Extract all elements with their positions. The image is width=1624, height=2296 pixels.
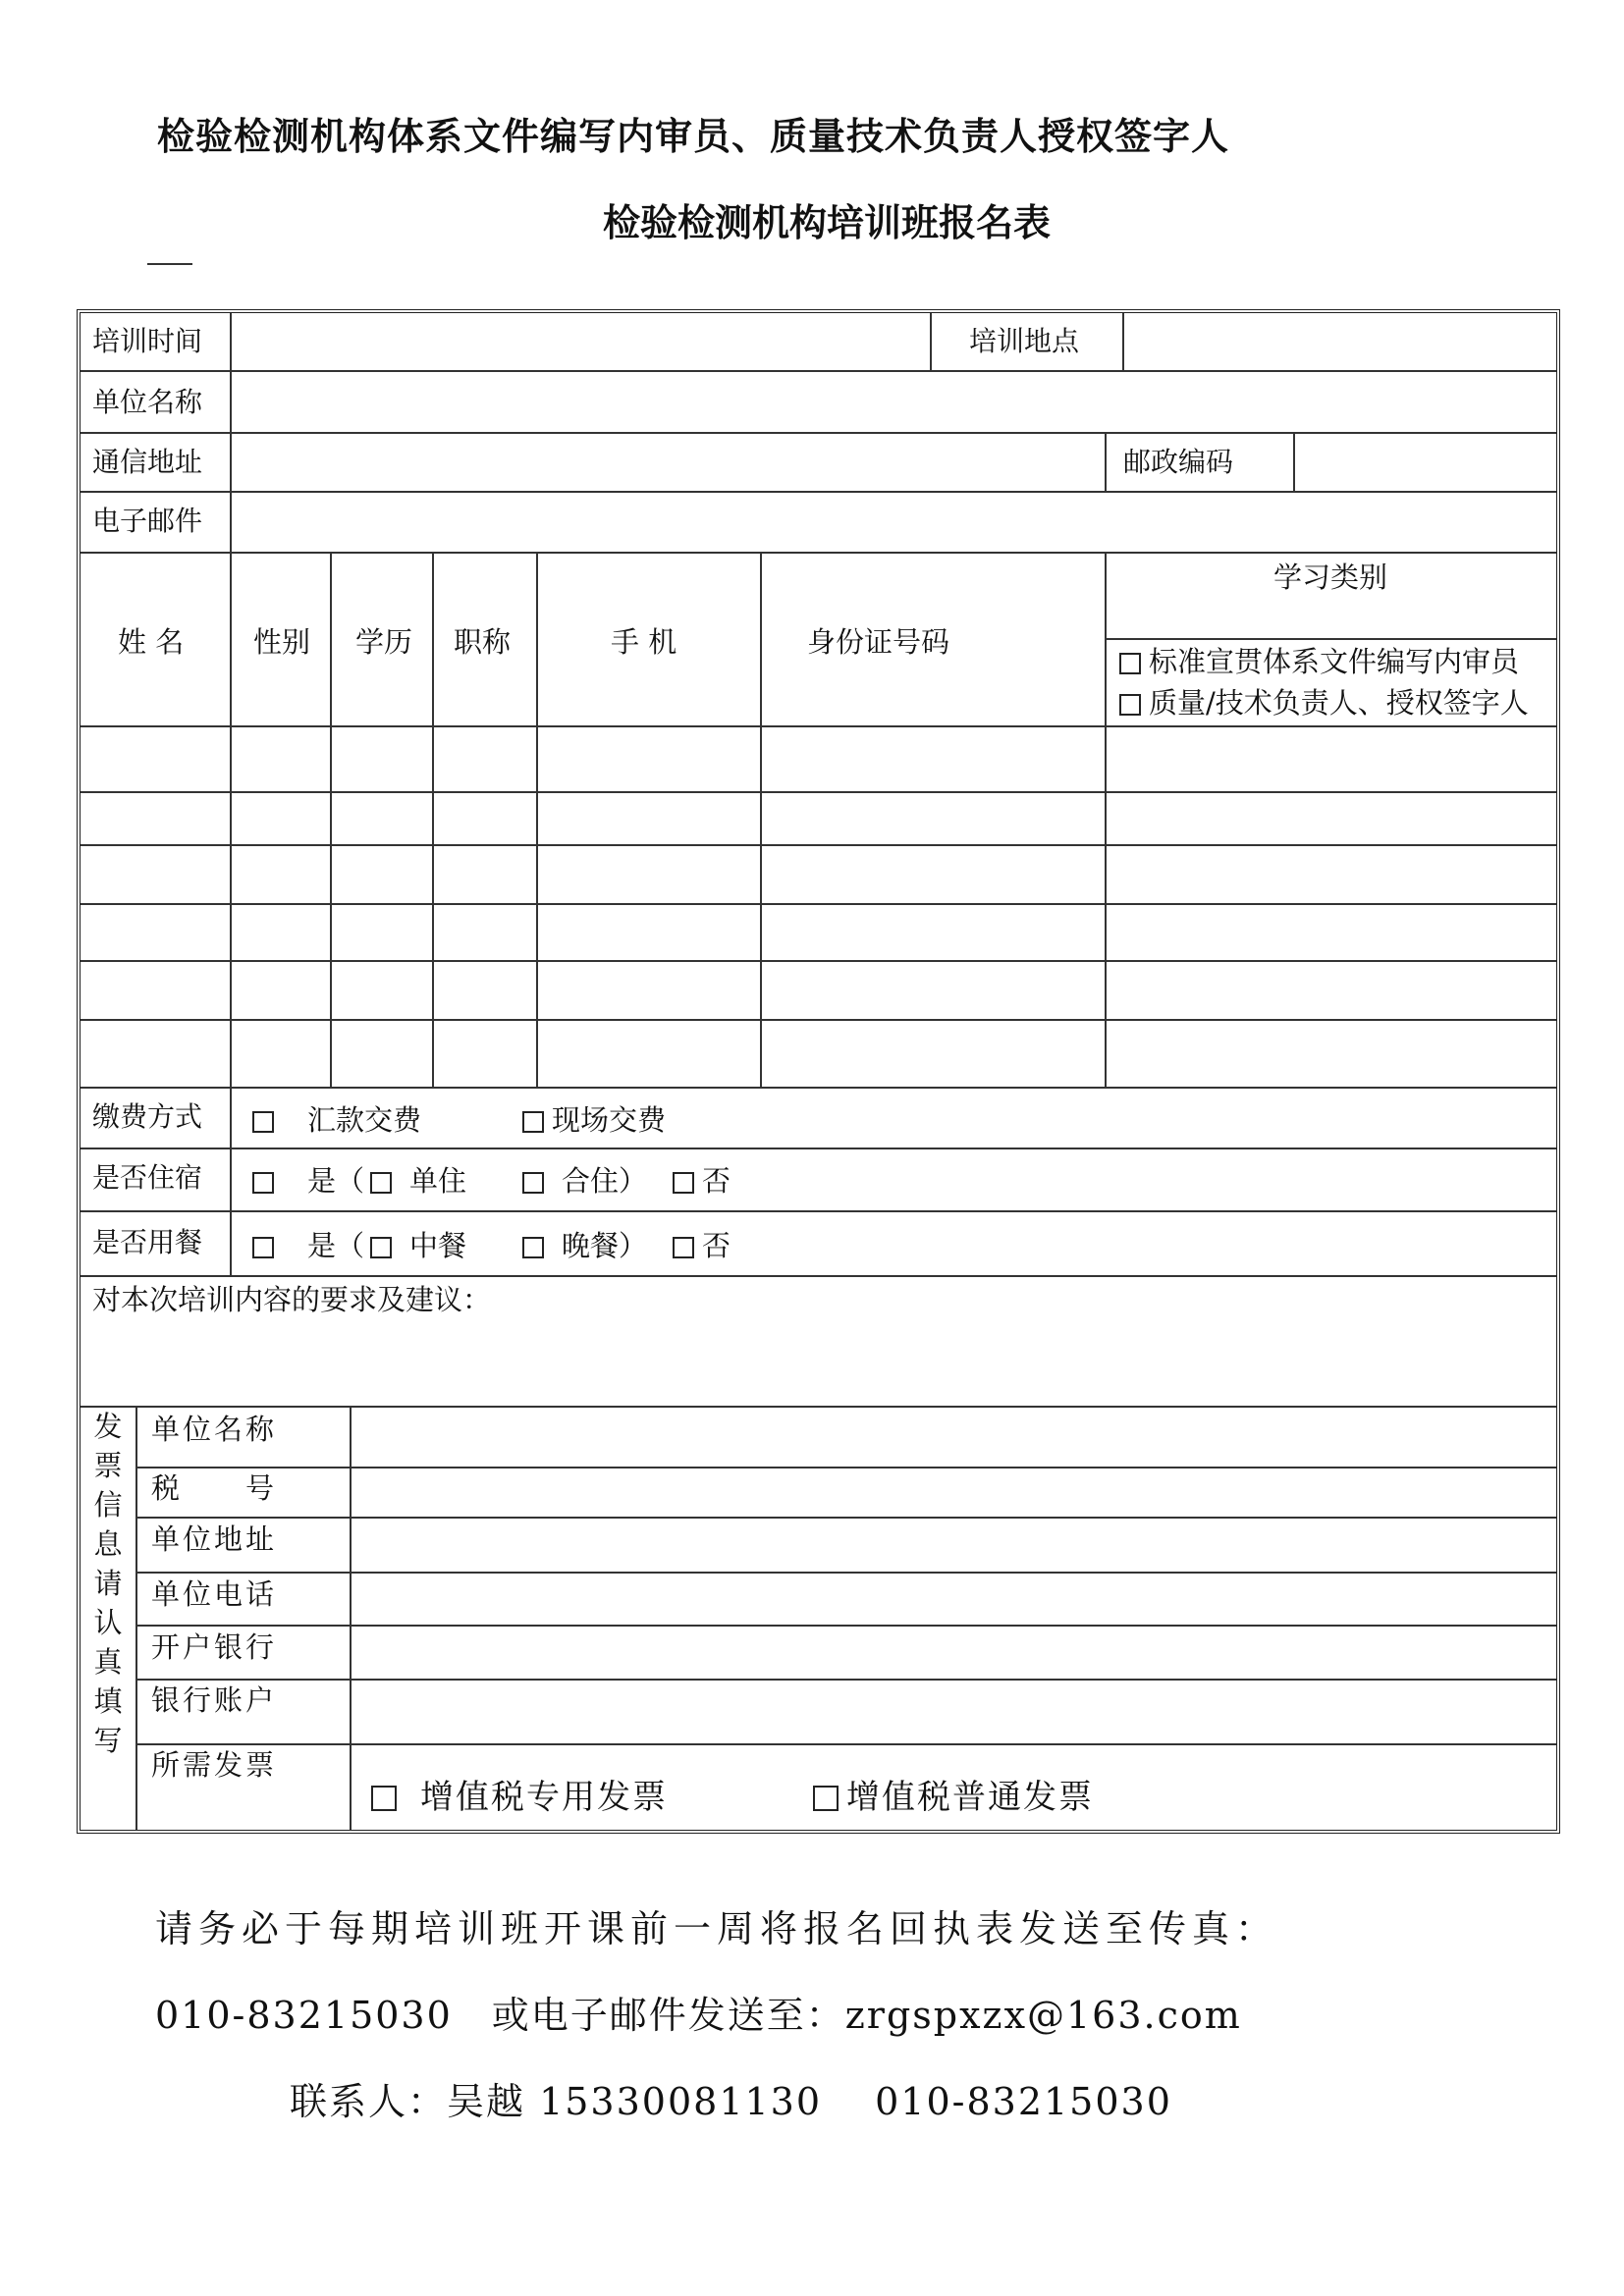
lodging-shared-option[interactable]: 合住） [522, 1159, 647, 1200]
form-title-line1: 检验检测机构体系文件编写内审员、质量技术负责人授权签字人 [157, 115, 1230, 158]
checkbox-icon [522, 1172, 544, 1194]
invoice-phone-label: 单位电话 [151, 1577, 278, 1611]
study-option-signatory[interactable]: 质量/技术负责人、授权签字人 [1119, 686, 1529, 721]
checkbox-icon [370, 1172, 392, 1194]
meals-dinner-option[interactable]: 晚餐） [522, 1224, 647, 1264]
invoice-bank-field[interactable] [353, 1629, 1554, 1677]
suggestions-label: 对本次培训内容的要求及建议： [92, 1283, 492, 1316]
lodging-yes-option[interactable]: 是（ [252, 1159, 364, 1200]
invoice-special-option[interactable]: 增值税专用发票 [371, 1770, 668, 1818]
invoice-account-label: 银行账户 [151, 1683, 278, 1717]
address-label: 通信地址 [92, 446, 203, 478]
checkbox-icon [813, 1786, 839, 1811]
meals-label: 是否用餐 [92, 1226, 203, 1258]
header-gender: 性别 [253, 625, 311, 659]
train-place-field[interactable] [1126, 315, 1554, 368]
header-title: 职称 [454, 625, 512, 659]
train-time-field[interactable] [234, 315, 928, 368]
checkbox-icon [252, 1111, 274, 1133]
postcode-label: 邮政编码 [1123, 446, 1234, 478]
header-id-number: 身份证号码 [807, 625, 950, 659]
email-label: 电子邮件 [92, 505, 203, 537]
lodging-no-option[interactable]: 否 [673, 1159, 731, 1200]
invoice-org-name-field[interactable] [353, 1410, 1554, 1465]
invoice-address-label: 单位地址 [151, 1522, 278, 1556]
email-field[interactable] [234, 495, 1554, 550]
org-name-field[interactable] [234, 374, 1554, 430]
payment-onsite-option[interactable]: 现场交费 [522, 1098, 666, 1139]
train-time-label: 培训时间 [92, 325, 203, 357]
invoice-side-label: 发 票 信 息 请 认 真 填 写 [93, 1410, 123, 1757]
checkbox-icon [371, 1786, 397, 1811]
checkbox-icon [522, 1237, 544, 1258]
checkbox-icon [252, 1172, 274, 1194]
invoice-type-label: 所需发票 [151, 1748, 278, 1782]
invoice-org-name-label: 单位名称 [151, 1413, 278, 1446]
footer-instruction: 请务必于每期培训班开课前一周将报名回执表发送至传真： [155, 1907, 1279, 1950]
header-education: 学历 [355, 625, 413, 659]
meals-no-option[interactable]: 否 [673, 1224, 731, 1264]
title-dash [147, 263, 192, 265]
lodging-label: 是否住宿 [92, 1161, 203, 1194]
invoice-tax-id-field[interactable] [353, 1470, 1554, 1515]
address-field[interactable] [234, 436, 1103, 489]
invoice-account-field[interactable] [353, 1682, 1554, 1741]
invoice-tax-id-label: 税 号 [151, 1471, 278, 1505]
checkbox-icon [1119, 653, 1141, 674]
header-study-category: 学习类别 [1273, 561, 1388, 594]
invoice-general-option[interactable]: 增值税普通发票 [813, 1770, 1094, 1818]
org-name-label: 单位名称 [92, 386, 203, 418]
postcode-field[interactable] [1297, 436, 1554, 489]
checkbox-icon [1119, 694, 1141, 716]
checkbox-icon [673, 1237, 694, 1258]
checkbox-icon [370, 1237, 392, 1258]
checkbox-icon [252, 1237, 274, 1258]
invoice-address-field[interactable] [353, 1521, 1554, 1570]
checkbox-icon [522, 1111, 544, 1133]
payment-remit-option[interactable]: 汇款交费 [252, 1098, 421, 1139]
suggestions-field[interactable] [84, 1324, 1552, 1403]
train-place-label: 培训地点 [969, 325, 1080, 357]
payment-label: 缴费方式 [92, 1100, 203, 1133]
registration-form [77, 309, 1560, 1834]
meals-lunch-option[interactable]: 中餐 [370, 1224, 466, 1264]
footer-contact: 联系人：吴越 15330081130 010-83215030 [290, 2080, 1172, 2123]
study-option-auditor[interactable]: 标准宣贯体系文件编写内审员 [1119, 645, 1519, 679]
meals-yes-option[interactable]: 是（ [252, 1224, 364, 1264]
checkbox-icon [673, 1172, 694, 1194]
lodging-single-option[interactable]: 单住 [370, 1159, 466, 1200]
header-name: 姓 名 [118, 625, 185, 659]
footer-fax-email: 010-83215030 或电子邮件发送至：zrgspxzx@163.com [155, 1994, 1242, 2037]
invoice-bank-label: 开户银行 [151, 1630, 278, 1664]
form-title-line2: 检验检测机构培训班报名表 [602, 201, 1051, 244]
header-mobile: 手 机 [611, 625, 677, 659]
invoice-phone-field[interactable] [353, 1575, 1554, 1623]
